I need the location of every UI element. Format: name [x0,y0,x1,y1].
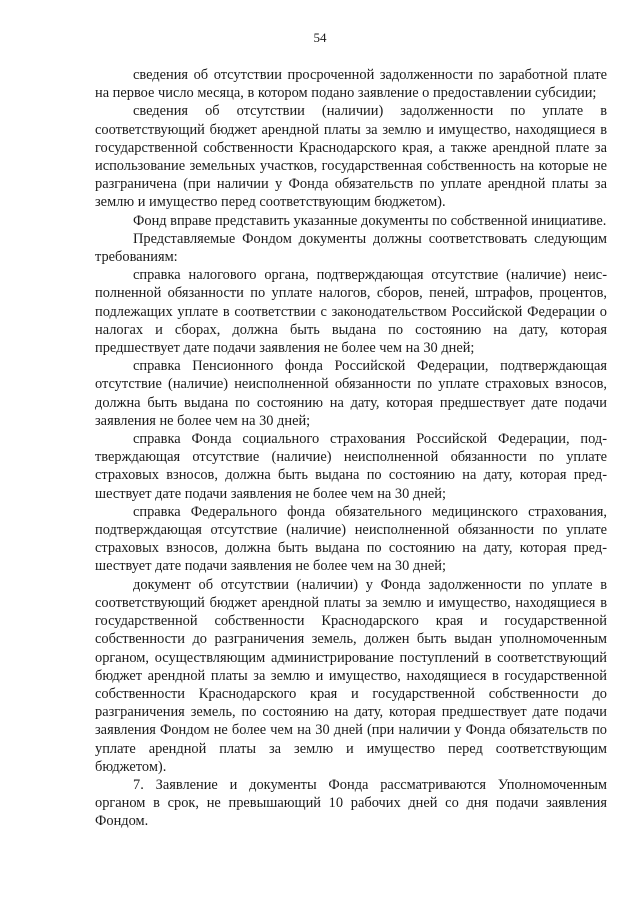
paragraph-clause-7: 7. Заявление и документы Фонда рассматриваются Уполномоченным органом в срок, не превышающий 10 рабочих дней со дня подачи заявления Фондом. [95,776,607,830]
paragraph-overdue-salary-info: сведения об отсутствии просроченной задолженности по заработной плате на первое число месяца, в котором подано заявление о предоставлении субсидии; [95,67,607,102]
paragraph-social-insurance-certificate: справка Фонда социального страхования Российской Федерации, подтверждающая отсутствие (наличие) неисполненной обязанности по уплате страховых взносов, должна быть выдана по состоянию на дату, которая предшествует дате подачи заявления не более чем на 30 дней; [95,431,607,502]
paragraph-rent-debt-document: документ об отсутствии (наличии) у Фонда задолженности по уплате в соответствующий бюджет арендной платы за землю и имущество, находящиеся в государственной собственности Краснодарского края и государственной собственности до разграничения земель, должен быть выдан уполномоченным органом, осуществляющим администрирование поступлений в соответствующий бюджет арендной платы за землю и имущество, находящиеся в государственной собственности Краснодарского края и государственной собственности до разграничения земель, по состоянию на дату, которая предшествует дате подачи заявления Фондом не более чем на 30 дней (при наличии у Фонда обязательств по уплате арендной платы за землю и имущество перед соответствующим бюджетом). [95,576,607,775]
document-body [95,66,607,831]
page-number: 54 [313,30,327,45]
paragraph-rent-debt-info: сведения об отсутствии (наличии) задолженности по уплате в соответствующий бюджет арендной платы за землю и имущество, находящиеся в государственной собственности Краснодарского края, а также арендной плате за использование земельных участков, государственная собственность на которые не разграничена (при наличии у Фонда обязательств по уплате арендной платы за землю и имущество перед соответствующим бюджетом). [95,103,607,211]
paragraph-fund-own-initiative: Фонд вправе представить указанные документы по собственной инициативе. [133,212,607,229]
paragraph-tax-certificate: справка налогового органа, подтверждающая отсутствие (наличие) неисполненной обязанности по уплате налогов, сборов, пеней, штрафов, процентов, подлежащих уплате в соответствии с законодательством Российской Федерации о налогах и сборах, должна быть выдана по состоянию на дату, которая предшествует дате подачи заявления не более чем на 30 дней; [95,267,607,357]
paragraph-requirements-intro: Представляемые Фондом документы должны соответствовать следующим требованиям: [95,230,607,266]
paragraph-pension-fund-certificate: справка Пенсионного фонда Российской Федерации, подтверждающая отсутствие (наличие) неисполненной обязанности по уплате страховых взносов, должна быть выдана по состоянию на дату, которая предшествует дате подачи заявления не более чем на 30 дней; [95,358,607,429]
paragraph-medical-insurance-certificate: справка Федерального фонда обязательного медицинского страхования, подтверждающая отсутствие (наличие) неисполненной обязанности по уплате страховых взносов, должна быть выдана по состоянию на дату, которая предшествует дате подачи заявления не более чем на 30 дней; [95,503,607,575]
